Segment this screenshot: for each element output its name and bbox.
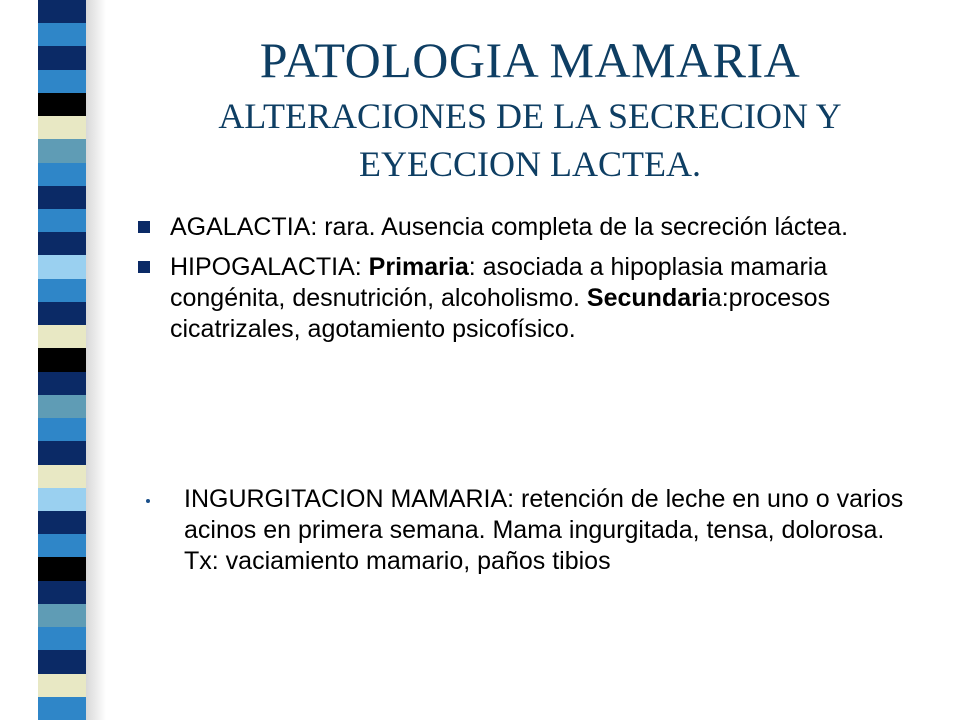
title-line-3: EYECCION LACTEA. (359, 144, 701, 184)
bullet-text: AGALACTIA: rara. Ausencia completa de la secreción láctea. (170, 213, 849, 241)
stripe-segment (38, 255, 86, 279)
bullet-text-mid: : asociada a hipoplasia mamaria congénita, desnutrición, alcoholismo. (170, 253, 828, 312)
square-bullet-icon (138, 261, 150, 273)
stripe-segment (38, 395, 86, 419)
stripe-segment (38, 232, 86, 256)
stripe-segment (38, 557, 86, 581)
stripe-segment (38, 581, 86, 605)
bullet-hipogalactia (138, 252, 918, 345)
stripe-segment (38, 46, 86, 70)
stripe-segment (38, 511, 86, 535)
stripe-segment (38, 348, 86, 372)
bullet-agalactia (138, 212, 918, 243)
bullet-text: INGURGITACION MAMARIA: retención de leche en uno o varios acinos en primera semana. Mama ingurgitada, tensa, dolorosa. Tx: vaciamiento mamario, paños tibios (184, 485, 904, 575)
bullet-text-prefix: HIPOGALACTIA: (170, 253, 369, 281)
stripe-segment (38, 674, 86, 698)
title-line-2: ALTERACIONES DE LA SECRECION Y (218, 96, 842, 136)
stripe-segment (38, 372, 86, 396)
stripe-segment (38, 650, 86, 674)
stripe-segment (38, 23, 86, 47)
decorative-stripe-column (0, 0, 92, 720)
slide-title (130, 28, 930, 188)
bullet-ingurgitacion (146, 484, 904, 577)
bullet-text-tail: a:procesos cicatrizales, agotamiento psicofísico. (170, 284, 831, 343)
stripe-segment (38, 697, 86, 720)
stripe-segment (38, 93, 86, 117)
stripe-segment (38, 627, 86, 651)
stripe-segment (38, 186, 86, 210)
stripe-segment (38, 604, 86, 628)
stripe-segment (38, 279, 86, 303)
stripe-bar (38, 0, 86, 720)
stripe-segment (38, 116, 86, 140)
stripe-segment (38, 441, 86, 465)
stripe-segment (38, 325, 86, 349)
stripe-segment (38, 418, 86, 442)
bullet-list (138, 212, 918, 354)
bullet-text-bold-secundaria: Secundari (586, 284, 708, 312)
bullet-text-bold-primaria: Primaria (368, 253, 469, 281)
square-bullet-icon (138, 221, 150, 233)
stripe-segment (38, 139, 86, 163)
stripe-segment (38, 0, 86, 24)
stripe-segment (38, 209, 86, 233)
stripe-segment (38, 465, 86, 489)
stripe-segment (38, 163, 86, 187)
dot-bullet-icon (146, 499, 150, 503)
stripe-segment (38, 302, 86, 326)
stripe-segment (38, 70, 86, 94)
stripe-segment (38, 488, 86, 512)
title-line-1: PATOLOGIA MAMARIA (259, 32, 801, 88)
stripe-shadow (86, 0, 106, 720)
stripe-segment (38, 534, 86, 558)
